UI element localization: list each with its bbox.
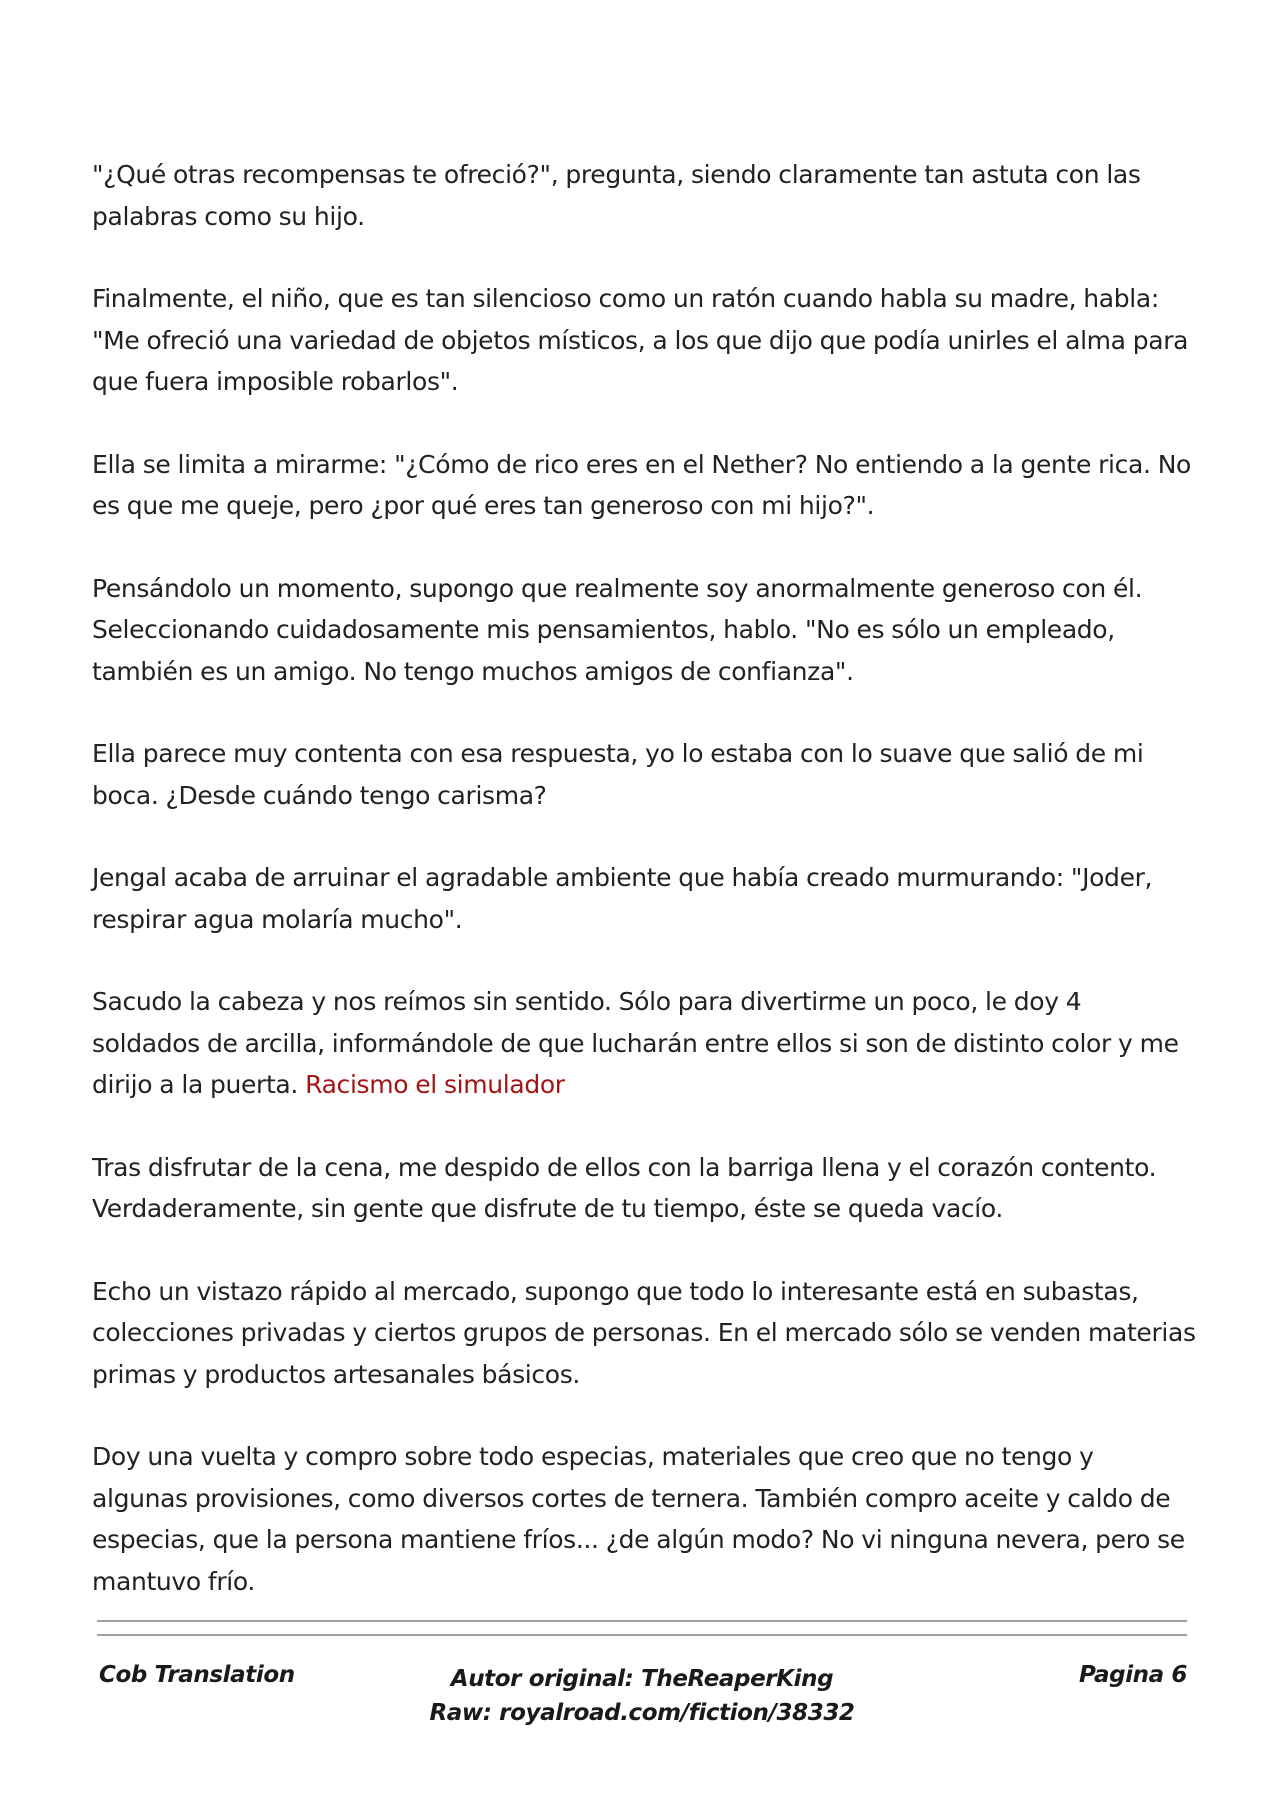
translator-credit: Cob Translation (99, 1662, 295, 1688)
paragraph: Jengal acaba de arruinar el agradable ambiente que había creado murmurando: "Joder, respirar agua molaría mucho". (92, 863, 1153, 934)
paragraph: Echo un vistazo rápido al mercado, supongo que todo lo interesante está en subastas, colecciones privadas y ciertos grupos de personas. En el mercado sólo se venden materias primas y productos artesanales básicos. (92, 1276, 1196, 1389)
paragraph: "¿Qué otras recompensas te ofreció?", pregunta, siendo claramente tan astuta con las palabras como su hijo. (92, 160, 1141, 231)
footer-divider-bottom (97, 1634, 1187, 1636)
paragraph: Pensándolo un momento, supongo que realmente soy anormalmente generoso con él. Seleccionando cuidadosamente mis pensamientos, hablo. "No es sólo un empleado, también es un amigo. No tengo muchos amigos de confianza". (92, 573, 1143, 686)
paragraph: Ella se limita a mirarme: "¿Cómo de rico eres en el Nether? No entiendo a la gente rica. No es que me queje, pero ¿por qué eres tan generoso con mi hijo?". (92, 449, 1191, 520)
footer-divider-top (97, 1620, 1187, 1622)
paragraph: Finalmente, el niño, que es tan silencioso como un ratón cuando habla su madre, habla: "Me ofreció una variedad de objetos místicos, a los que dijo que podía unirles el alma para que fuera imposible robarlos". (92, 284, 1189, 396)
source-credit (97, 1662, 1187, 1730)
raw-source-link: Raw: royalroad.com/fiction/38332 (429, 1700, 855, 1726)
page-body (92, 154, 1196, 1643)
paragraph: Tras disfrutar de la cena, me despido de ellos con la barriga llena y el corazón contento. Verdaderamente, sin gente que disfrute de tu tiempo, éste se queda vacío. (92, 1152, 1157, 1223)
page-footer (97, 1662, 1187, 1732)
translator-note: Racismo el simulador (305, 1070, 565, 1099)
paragraph: Ella parece muy contenta con esa respuesta, yo lo estaba con lo suave que salió de mi boca. ¿Desde cuándo tengo carisma? (92, 739, 1144, 810)
original-author: Autor original: TheReaperKing (450, 1666, 834, 1692)
paragraph-text: Sacudo la cabeza y nos reímos sin sentido. Sólo para divertirme un poco, le doy 4 soldados de arcilla, informándole de que lucharán entre ellos si son de distinto color y me dirijo a la puerta. (92, 987, 1179, 1099)
page-number: Pagina 6 (1079, 1662, 1187, 1688)
paragraph (92, 981, 1196, 1106)
paragraph: Doy una vuelta y compro sobre todo especias, materiales que creo que no tengo y algunas provisiones, como diversos cortes de ternera. También compro aceite y caldo de especias, que la persona mantiene fríos... ¿de algún modo? No vi ninguna nevera, pero se mantuvo frío. (92, 1442, 1185, 1596)
